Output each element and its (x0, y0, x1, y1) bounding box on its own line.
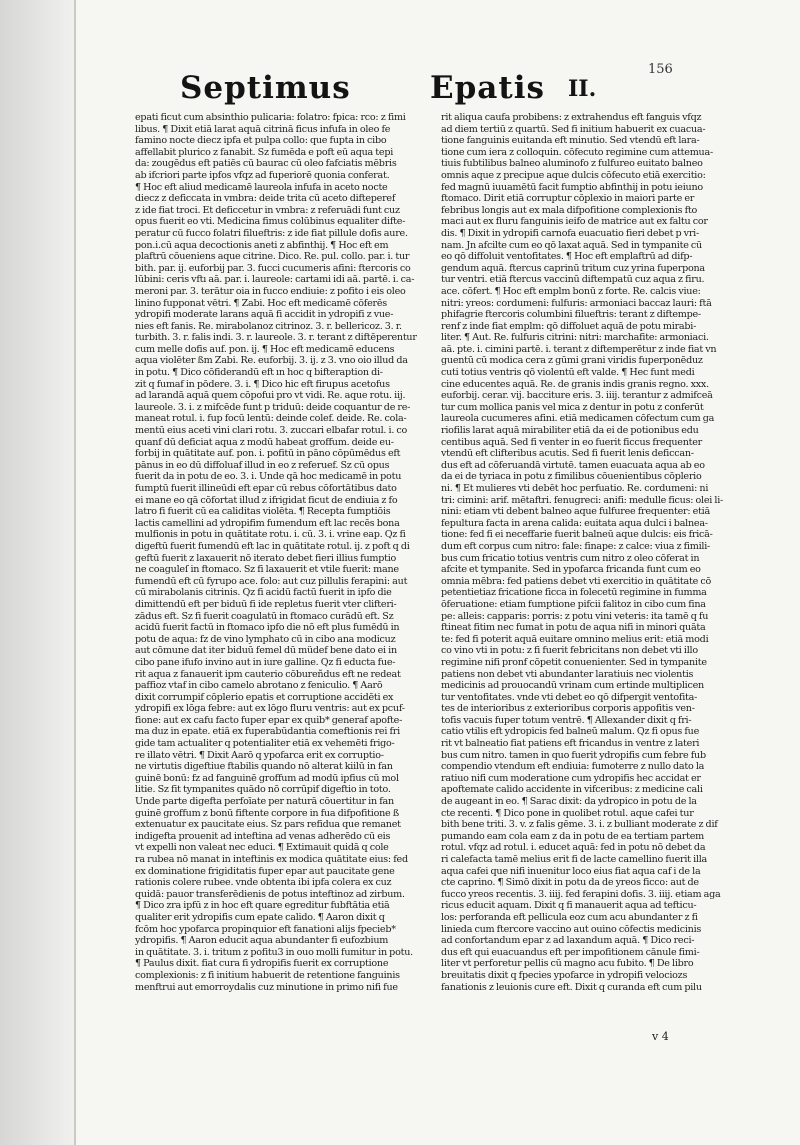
signature-mark: v 4 (652, 1030, 669, 1043)
running-head-right: Epatis (430, 70, 545, 106)
running-head-number: II. (568, 76, 597, 102)
text-column-right: rit aliqua caufa probibens: z extrahendus eft fanguis vfqz ad diem tertiū z quartū. Sed fi initium habuerit ex cuacua- tione fanguinis euitanda eft minutio. Sed vtendū eft lara- tione cum iera z colloquin. cōfecuto regimine cum attemua- tiuis fubtilibus balneo aluminofo z fulfureo euitato balneo omnis aque z precipue aque dulcis cōfecuto etiā exercitio: fed magnū iuuamētū facit fumptio abfinthij in potu ieiuno ftomaco. Dirit etiā corruptur cōplexio in maiori parte er febribus longis aut ex mala difpofitione complexionis fto maci aut ex fluru fanguinis ieifo de matrice aut ex faltu cor dis. ¶ Dixit in ydropifi carnofa euacuatio fieri debet p vri- nam. Jn afcilte cum eo qō laxat aquā. Sed in tympanite cū eo qō diffoluit ventofitates. ¶ Hoc eft emplaftrū ad difp- gendum aquā. ftercus caprinū tritum cuz yrina fuperpona tur ventri. etiā ftercus vaccinū diftempatū cuz aqua z firu. ace. cōfert. ¶ Hoc eft emplm bonū z forte. Re. calcis viue: nitri: yreos: cordumeni: fulfuris: armoniaci baccaz lauri: ftā phifagrie ftercoris columbini filueftris: terant z diftempe- renf z inde fiat emplm: qō diffoluet aquā de potu mirabi- liter. ¶ Aut. Re. fulfuris citrini: nitri: marchafite: armoniaci. aā. pte. i. cimini partē. i. terant z diftemperētur z inde fiat vn guentū cū modica cera z gūmi grani viridis fuperponēduz cuti totius ventris qō violentū eft valde. ¶ Hec funt medi cine educentes aquā. Re. de granis indis granis regno. xxx. euforbij. cerar. vij. bacciture eris. 3. iiij. terantur z admifceā tur cum mollica panis vel mica z dentur in potu z conferūt laureola cucumeres afini. etiā medicamen cōfectum cum ga riofilis larat aquā mirabiliter etiā da ei de potionibus edu centibus aquā. Sed fi venter in eo fuerit ficcus frequenter vtendū eft clifteribus acutis. Sed fi fuerit lenis deficcan- dus eft ad cōferuandā virtutē. tamen euacuata aqua ab eo da ei de tyriaca in potu z fimilibus cōuenientibus cōplerio ni. ¶ Et mulieres vti debēt hoc perfuatio. Re. cordumeni: ni tri: cimini: arif. mētaftri. fenugreci: anifi: medulle ficus: olei li- nini: etiam vti debent balneo aque fulfuree frequenter: etiā fepultura facta in arena calida: euitata aqua dulci i balnea- tione: fed fi ei neceffarie fuerit balneū aque dulcis: eis fricā- dum eft corpus cum nitro: fale: finape: z calce: viua z fimili- bus cum fricatio totius ventris cum nitro z oleo cōferat in afcite et tympanite. Sed in ypofarca fricanda funt cum eo omnia mēbra: fed patiens debet vti exercitio in quātitate cō petentietiaz fricatione ficca in folecetū regimine in fumma ōferuatione: etiam fumptione pifcii falitoz in cibo cum fina pe: alleis: capparis: porris: z potu vini veteris: ita tamē q fu ftineat fitim nec fumat in potu de aqua nifi in minori quāta te: fed fi poterit aquā euitare omnino melius erit: etiā modi co vino vti in potu: z fi fuerit febricitans non debet vti illo regimine nifi pronf cōpetit conuenienter. Sed in tympanite patiens non debet vti abundanter laratiuis nec violentis medicinis ad prouocandū vrinam cum ertinde multiplicen tur ventofitates. vnde vti debet eo qō difpergit ventofita- tes de interioribus z exterioribus corporis appofitis ven- tofis vacuis fuper totum ventrē. ¶ Allexander dixit q fri- catio vtilis eft ydropicis fed balneū malum. Qz fi opus fue rit vt balneatio fiat patiens eft fricandus in ventre z lateri bus cum nitro. tamen in quo fuerit ydropifis cum febre fub compendio vtendum eft endiuia: fumoterre z nullo dato la ratiuo nifi cum moderatione cum ydropifis hec accidat er apoftemate calido accidente in vifceribus: z medicine cali de augeant in eo. ¶ Sarac dixit: da ydropico in potu de la cte recenti. ¶ Dico pone in quolibet rotul. aque cafei tur bith bene triti. 3. v. z falis gēme. 3. i. z bulliant moderate z dif pumando eam cola eam z da in potu de ea tertiam partem rotul. vfqz ad rotul. i. educet aquā: fed in potu nō debet da ri calefacta tamē melius erit fi de lacte camellino fuerit illa aqua cafei que nifi inuenitur loco eius fiat aqua caf i de la cte caprino. ¶ Simō dixit in potu da de yreos ficco: aut de fucco yreos recentis. 3. iiij. fed ferapini dofis. 3. iiij. etiam aga ricus educit aquam. Dixit q fi manauerit aqua ad tefticu- los: perforanda eft pellicula eoz cum acu abundanter z fi linieda cum ftercore vaccino aut ouino cōfectis medicinis ad confortandum epar z ad laxandum aquā. ¶ Dico reci- dus eft qui euacuandus eft per impofitionem cānule fimi- liter vt perforetur pellis cū magno acu fubito. ¶ De libro breuitatis dixit q fpecies ypofarce in ydropifi velociozs fanationis z leuionis cure eft. Dixit q curanda eft cum pilu (441, 112, 724, 993)
folio-number: 156 (648, 62, 673, 77)
scan-gutter-shadow (0, 0, 70, 1145)
running-head-left: Septimus (180, 70, 351, 106)
text-column-left: epati ficut cum absinthio pulicaria: folatro: fpica: rco: z fimi libus. ¶ Dixit etiā larat aquā citrinā ficus infufa in oleo fe famino nocte diecz ipfa et pulpa collo: que fupta in cibo affellabit plurico z fanabit. Sz fumēda e poft eū aqua tepi da: zougēdus eft patiēs cū baurac cū oleo fafciatis mēbris ab ifcriori parte ipfos vfqz ad fuperiorē quonia conferat. ¶ Hoc eft aliud medicamē laureola infufa in aceto nocte diecz z deficcata in vmbra: deide trita cū aceto difteperef z ide fiat troci. Et deficcetur in vmbra: z referuādi funt cuz opus fuerit eo vti. Medicina fimus colūbinus equaliter difte- peratur cū fucco folatri filueftris: z ide fiat pillule dofis aure. pon.i.cū aqua decoctionis aneti z abfinthij. ¶ Hoc eft em plaftrū cōueniens aque citrine. Dico. Re. pul. collo. par. i. tur bith. par. ij. euforbij par. 3. fucci cucumeris afini: ftercoris co lūbini: ceris vftı aā. par. i. laureole: cartami idi aā. partē. i. ca- meroni par. 3. terātur oia in fucco endiuie: z pofito i eis oleo linino fupponat vētri. ¶ Zabi. Hoc eft medicamē cōferēs ydropifi moderate larans aquā fi accidit in ydropifi z vue- nies eft fanis. Re. mirabolanoz citrinoz. 3. r. bellericoz. 3. r. turbith. 3. r. falis indi. 3. r. laureole. 3. r. terant z diftēperentur cum melle dofis auf. pon. ij. ¶ Hoc eft medicamē educens aqua violēter ßm Zabi. Re. euforbij. 3. ij. z 3. vno oio illud da in potu. ¶ Dico cōfiderandū eft ın hoc q bifteraption di- zit q fumaf in pōdere. 3. i. ¶ Dico hic eft firupus acetofus ad larandā aquā quem cōpofui pro vt vidi. Re. aque rotu. iij. laureole. 3. i. z mifcēde funt p triduū: deide coquantur de re- maneat rotul. i. fup focū lentū: deinde colef. deide. Re. cola- mentū eius aceti vini clari rotu. 3. zuccari elbafar rotul. i. co quanf dū deficiat aqua z modū habeat groffum. deide eu- forbij in quātitate auf. pon. i. pofitū in pāno cōpūmēdus eft pānus in eo dū diffoluaf illud in eo z referuef. Sz cū opus fuerit da in potu de eo. 3. i. Unde qā hoc medicamē in potu fumptū fuerit illineūdi eft epar cū rebus cōfortātibus dato ei mane eo qā cōfortat illud z ifrigidat ficut de endiuia z fo latro fi fuerit cū ea caliditas violēta. ¶ Recepta fumptiōis lactis camellini ad ydropifim fumendum eft lac recēs bona mulfionis in potu in quātitate rotu. i. cū. 3. i. vrine eap. Qz fi digeftū fuerit fumendū eft lac in quātitate rotul. ij. z poft q di geftū fuerit z laxauerit nō iterato debet fieri illius fumptio ne coaguleſ in ftomaco. Sz fi laxauerit et vtile fuerit: mane fumendū eft cū fyrupo ace. folo: aut cuz pillulis ferapini: aut cū mirabolanis citrinis. Qz fi acidū factū fuerit in ipfo die dimittendū eft per biduū fi ide repletus fuerit vter clifteri- zādus eft. Sz fi fuerit coagulatū in ftomaco curādū eft. Sz acidū fuerit factū in ftomaco ipfo die nō eft plus fumēdū in potu de aqua: fz de vino lymphato cū in cibo ana modicuz aut cōmune dat iter biduū femel dū müdef bene dato ei in cibo pane ifufo invino aut in iure galline. Qz fi educta fue- rit aqua z fanauerit ipm cauterio cōbureñdus eft ne redeat paffioz vtaf in cibo camelo abrotano z feniculio. ¶ Aarō dixit corrumpif cōplerio epatis et corruptione accidēti ex ydropifi ex lōga febre: aut ex lōgo fluru ventris: aut ex pcuf- fione: aut ex cafu facto fuper epar ex quib* generaf apofte- ma duz in epate. etiā ex fuperabūdantia comeftionis rei fri gide tam actualiter q potentialiter etiā ex vehemēti frigo- re illato vētri. ¶ Dixit Aarō q ypofarca erit ex corruptio- ne virtutis digeftiue ftabilis quando nō alterat kiilū in fan guinē bonū: fz ad fanguinē groffum ad modū ipfius cū mol litie. Sz fit tympanites quādo nō corrūpif digeftio in toto. Unde parte digefta perfoīate per naturā cōuertitur in fan guinē groffum z bonū fiftente corpore in fua difpofitione ß extenuatur ex paucitate eius. Sz pars refidua que remanet indigefta prouenit ad inteftina ad venas adherēdo cū eis vt expelli non valeat nec educi. ¶ Extimauit quidā q cole ra rubea nō manat in inteftinis ex modica quātitate eius: fed ex dominatione frigiditatis fuper epar aut paucitate gene rationis colere rubee. vnde obtenta ibi ipfa colera ex cuz quidā: pauor transferēdienis de potus inteftinoz ad zirbum. ¶ Dico zra ipfū z in hoc eft quare egreditur fubftātia etiā qualiter erit ydropifis cum epate calido. ¶ Aaron dixit q fcōm hoc ypofarca propinquior eft fanationi alijs fpecieb* ydropifis. ¶ Aaron educit aqua abundanter fi eufozbium in quātitate. 3. i. tritum z pofitu3 in ouo molli fumitur in potu. ¶ Paulus dixit. fiat cura fi ydropifis fuerit ex corruptione complexionis: z fi initium habuerit de retentione fanguinis menftrui aut emorroydalis cuz minutione in primo nifi fue (135, 112, 417, 992)
